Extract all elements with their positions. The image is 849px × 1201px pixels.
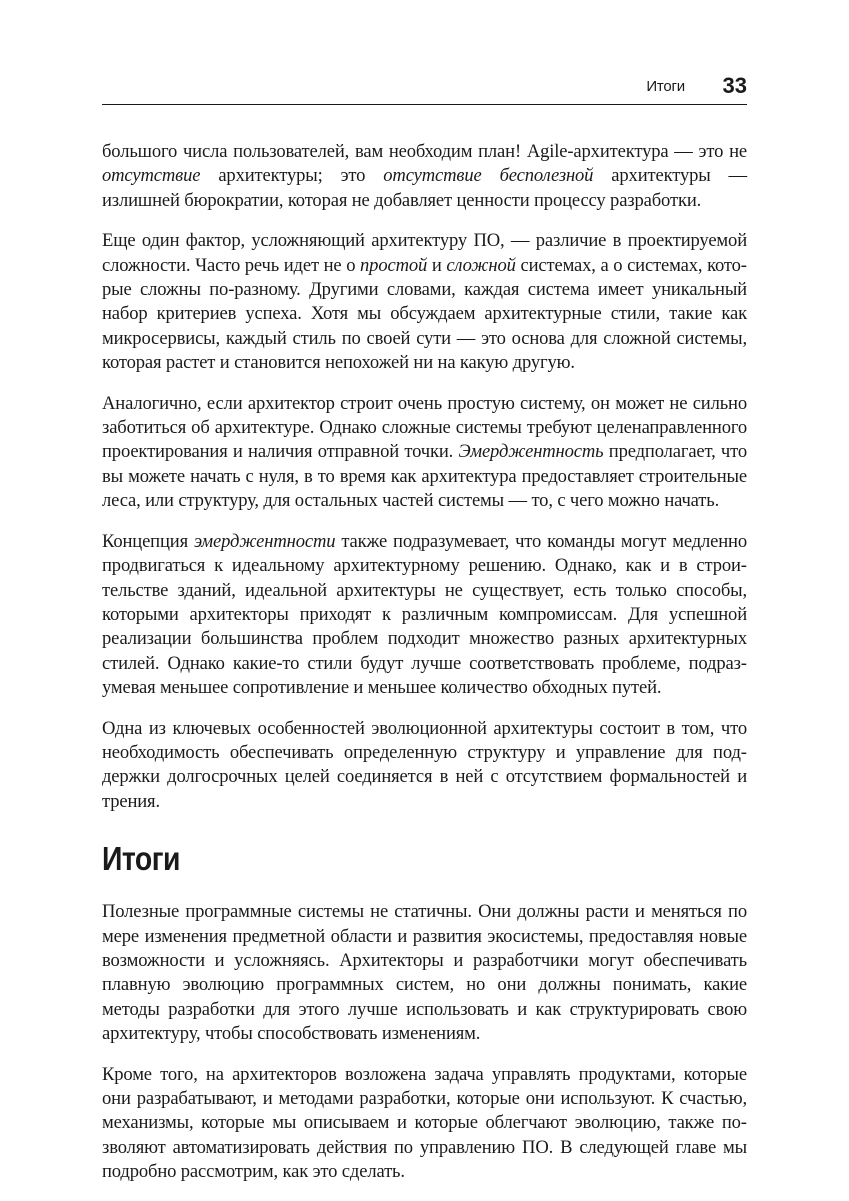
paragraph bbox=[102, 392, 747, 514]
text-run: архитектуры; это bbox=[200, 165, 384, 187]
text-run: Одна из ключевых особенностей эволюционной архитектуры состоит в том, что необходимость обеспечивать определенную структуру и управление для поддержки долгосрочных целей соединяется в ней с отсутствием формальностей и трения. bbox=[102, 717, 747, 812]
body-text bbox=[102, 140, 747, 1201]
paragraph bbox=[102, 1063, 747, 1185]
text-run: Концепция bbox=[102, 530, 194, 552]
paragraph bbox=[102, 530, 747, 701]
text-run: также подразумевает, что команды могут медленно продвигаться к идеальному архитектурному решению. Однако, как и в строительстве зданий, идеальной архитектуры не существует, есть только способы, которыми архитекторы приходят к различным компромиссам. Для успешной реализации большинства проблем подходит множество разных архитектурных стилей. Однако какие-то стили будут лучше соответствовать проблеме, подразумевая меньшее сопротивление и меньшее количество обходных путей. bbox=[102, 530, 747, 699]
paragraph bbox=[102, 900, 747, 1046]
text-run: системах, а о системах, которые сложны по-разному. Другими словами, каждая система имеет уникальный набор критериев успеха. Хотя мы обсуждаем архитектурные стили, такие как микросервисы, каждый стиль по своей сути — это основа для сложной системы, которая растет и становится непохожей ни на какую другую. bbox=[102, 254, 747, 374]
emphasized-term: отсутствие бесполезной bbox=[383, 165, 594, 187]
section-heading: Итоги bbox=[102, 840, 180, 878]
paragraph bbox=[102, 229, 747, 375]
text-run: Кроме того, на архитекторов возложена задача управлять продуктами, которые они разрабатывают, и методами разработки, которые они используют. К счастью, механизмы, которые мы описываем и которые облегчают эволюцию, также позволяют автоматизировать действия по управлению ПО. В следующей главе мы подробно рассмотрим, как это сделать. bbox=[102, 1063, 747, 1183]
paragraph bbox=[102, 717, 747, 815]
running-header-section-title: Итоги bbox=[646, 78, 685, 95]
page-number: 33 bbox=[722, 73, 747, 98]
text-run: Полезные программные системы не статичны. Они должны расти и меняться по мере изменения предметной области и развития экосистемы, предоставляя новые возможности и усложняясь. Архитекторы и разработчики могут обеспечивать плавную эволюцию программных систем, но они должны понимать, какие методы разработки для этого лучше использовать и как структурировать свою архитектуру, чтобы способствовать изменениям. bbox=[102, 901, 747, 1045]
emphasized-term: эмерджентности bbox=[193, 530, 336, 552]
paragraph bbox=[102, 140, 747, 213]
emphasized-term: Эмерджентность bbox=[458, 441, 604, 463]
text-run: большого числа пользователей, вам необходим план! Agile-архитектура — это не bbox=[102, 141, 747, 162]
emphasized-term: простой bbox=[360, 254, 428, 276]
emphasized-term: сложной bbox=[446, 254, 516, 276]
emphasized-term: отсутствие bbox=[102, 165, 201, 187]
text-run: предполагает, что вы можете начать с нуля, в то время как архитектура предоставляет строительные леса, или структуру, для остальных частей системы — то, с чего можно начать. bbox=[102, 441, 747, 512]
text-run: Еще один фактор, усложняющий архитектуру ПО, — различие в проектируемой сложности. Часто речь идет не о bbox=[102, 230, 747, 276]
text-run: Аналогично, если архитектор строит очень простую систему, он может не сильно заботиться об архитектуре. Однако сложные системы требуют целенаправленного проектирования и наличия отправной точки. bbox=[102, 392, 747, 463]
running-header bbox=[102, 72, 747, 105]
text-run: и bbox=[427, 254, 447, 276]
text-run: архитектуры — излишней бюрократии, которая не добавляет ценности процессу разработки. bbox=[102, 165, 747, 211]
